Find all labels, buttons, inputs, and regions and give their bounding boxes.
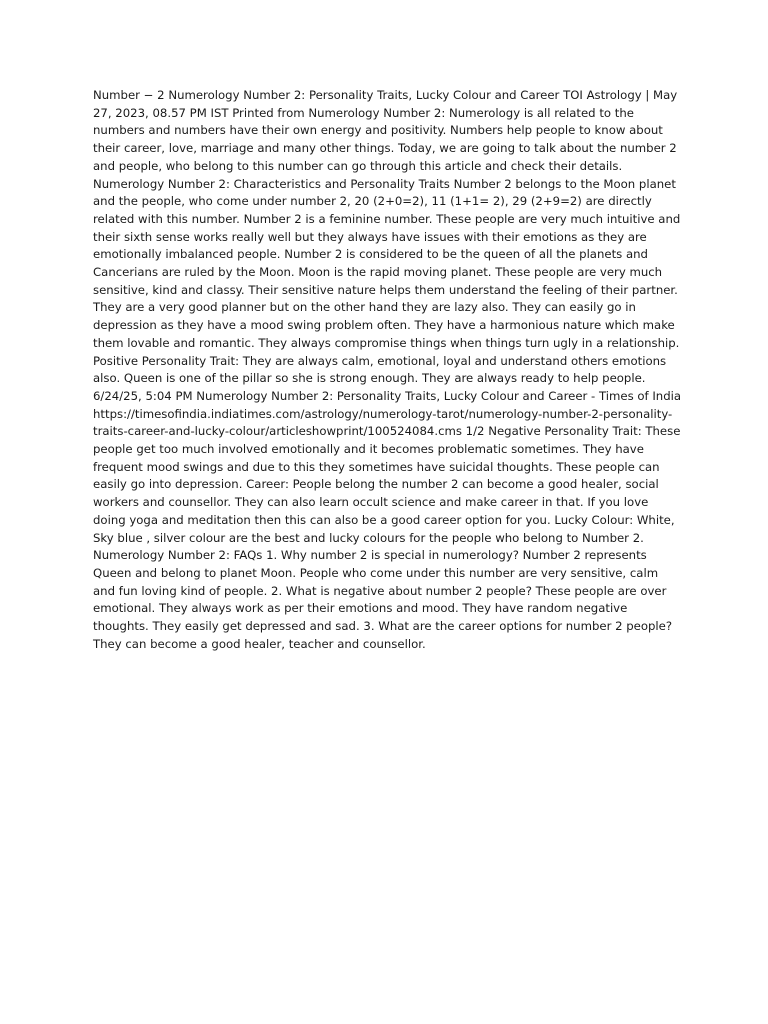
article-body-text: Number − 2 Numerology Number 2: Personality Traits, Lucky Colour and Career TOI Astrology | May 27, 2023, 08.57 PM IST Printed from Numerology Number 2: Numerology is all related to the numbers and numbers have their own energy and positivity. Numbers help people to know about their career, love, marriage and many other things. Today, we are going to talk about the number 2 and people, who belong to this number can go through this article and check their details. Numerology Number 2: Characteristics and Personality Traits Number 2 belongs to the Moon planet and the people, who come under number 2, 20 (2+0=2), 11 (1+1= 2), 29 (2+9=2) are directly related with this number. Number 2 is a feminine number. These people are very much intuitive and their sixth sense works really well but they always have issues with their emotions as they are emotionally imbalanced people. Number 2 is considered to be the queen of all the planets and Cancerians are ruled by the Moon. Moon is the rapid moving planet. These people are very much sensitive, kind and classy. Their sensitive nature helps them understand the feeling of their partner. They are a very good planner but on the other hand they are lazy also. They can easily go in depression as they have a mood swing problem often. They have a harmonious nature which make them lovable and romantic. They always compromise things when things turn ugly in a relationship. Positive Personality Trait: They are always calm, emotional, loyal and understand others emotions also. Queen is one of the pillar so she is strong enough. They are always ready to help people. 6/24/25, 5:04 PM Numerology Number 2: Personality Traits, Lucky Colour and Career - Times of India https://timesofindia.indiatimes.com/astrology/numerology-tarot/numerology-number-2-personality-traits-career-and-lucky-colour/articleshowprint/100524084.cms 1/2 Negative Personality Trait: These people get too much involved emotionally and it becomes problematic sometimes. They have frequent mood swings and due to this they sometimes have suicidal thoughts. These people can easily go into depression. Career: People belong the number 2 can become a good healer, social workers and counsellor. They can also learn occult science and make career in that. If you love doing yoga and meditation then this can also be a good career option for you. Lucky Colour: White, Sky blue , silver colour are the best and lucky colours for the people who belong to Number 2. Numerology Number 2: FAQs 1. Why number 2 is special in numerology? Number 2 represents Queen and belong to planet Moon. People who come under this number are very sensitive, calm and fun loving kind of people. 2. What is negative about number 2 people? These people are over emotional. They always work as per their emotions and mood. They have random negative thoughts. They easily get depressed and sad. 3. What are the career options for number 2 people? They can become a good healer, teacher and counsellor. bbox=[93, 88, 682, 651]
